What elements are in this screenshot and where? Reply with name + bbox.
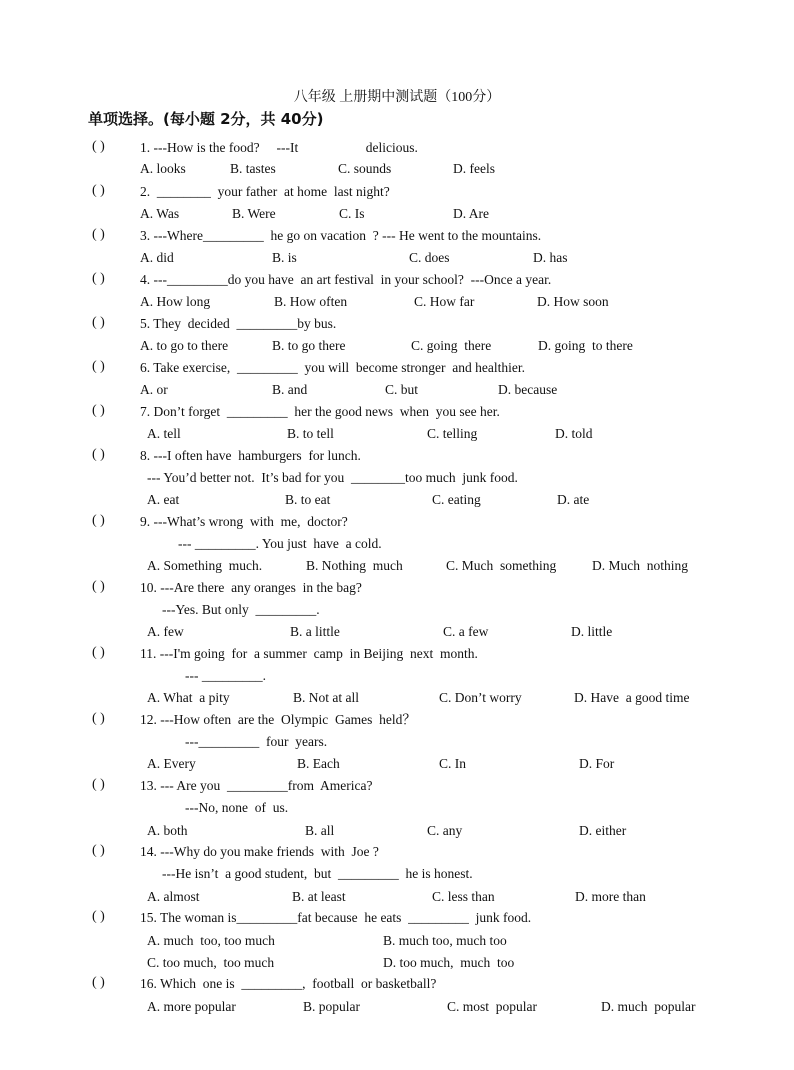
answer-option[interactable]: B. to eat <box>285 492 331 507</box>
answer-option[interactable]: B. Were <box>232 206 276 221</box>
question-stem: 10. ---Are there any oranges in the bag? <box>140 580 362 595</box>
question-stem: 11. ---I'm going for a summer camp in Beijing next month. <box>140 646 478 661</box>
answer-option[interactable]: D. either <box>579 823 627 838</box>
answer-option[interactable]: B. Not at all <box>293 690 359 705</box>
question-stem: 3. ---Where_________ he go on vacation ? --- He went to the mountains. <box>140 228 542 243</box>
answer-option[interactable]: A. to go to there <box>140 338 229 353</box>
answer-option[interactable]: C. telling <box>427 426 478 441</box>
answer-option[interactable]: B. Nothing much <box>306 558 403 573</box>
question-stem: 7. Don’t forget _________ her the good news when you see her. <box>140 404 500 419</box>
answer-option[interactable]: B. a little <box>290 624 340 639</box>
answer-blank[interactable]: ( ) <box>92 403 105 418</box>
answer-blank[interactable]: ( ) <box>92 447 105 462</box>
answer-option[interactable]: D. ate <box>557 492 590 507</box>
answer-option[interactable]: D. How soon <box>537 294 609 309</box>
answer-option[interactable]: B. Each <box>297 756 340 771</box>
answer-option[interactable]: D. too much, much too <box>383 955 515 970</box>
answer-option[interactable]: C. How far <box>414 294 475 309</box>
question-dialogue-line: --- You’d better not. It’s bad for you ________too much junk food. <box>147 470 518 485</box>
answer-option[interactable]: D. told <box>555 426 593 441</box>
answer-option[interactable]: A. more popular <box>147 999 236 1014</box>
question-stem: 14. ---Why do you make friends with Joe ? <box>140 844 379 859</box>
answer-blank[interactable]: ( ) <box>92 909 105 924</box>
answer-option[interactable]: B. and <box>272 382 308 397</box>
answer-option[interactable]: C. eating <box>432 492 481 507</box>
question-stem: 9. ---What’s wrong with me, doctor? <box>140 514 348 529</box>
answer-option[interactable]: A. eat <box>147 492 180 507</box>
question-dialogue-line: ---_________ four years. <box>185 734 328 749</box>
answer-blank[interactable]: ( ) <box>92 513 105 528</box>
answer-option[interactable]: A. both <box>147 823 188 838</box>
answer-option[interactable]: A. tell <box>147 426 181 441</box>
answer-option[interactable]: A. looks <box>140 161 186 176</box>
answer-option[interactable]: B. to go there <box>272 338 346 353</box>
answer-option[interactable]: B. is <box>272 250 297 265</box>
question-stem: 13. --- Are you _________from America? <box>140 778 373 793</box>
answer-option[interactable]: B. popular <box>303 999 360 1014</box>
answer-blank[interactable]: ( ) <box>92 271 105 286</box>
answer-option[interactable]: D. because <box>498 382 558 397</box>
question-dialogue-line: ---Yes. But only _________. <box>162 602 320 617</box>
answer-option[interactable]: B. much too, much too <box>383 933 507 948</box>
answer-blank[interactable]: ( ) <box>92 579 105 594</box>
question-dialogue-line: ---He isn’t a good student, but _________ he is honest. <box>162 866 473 881</box>
answer-option[interactable]: A. or <box>140 382 168 397</box>
answer-option[interactable]: A. What a pity <box>147 690 230 705</box>
answer-blank[interactable]: ( ) <box>92 227 105 242</box>
question-stem: 1. ---How is the food? ---It delicious. <box>140 140 418 155</box>
answer-option[interactable]: B. all <box>305 823 335 838</box>
answer-option[interactable]: C. Is <box>339 206 365 221</box>
question-dialogue-line: ---No, none of us. <box>185 800 289 815</box>
answer-option[interactable]: C. too much, too much <box>147 955 275 970</box>
answer-option[interactable]: B. tastes <box>230 161 276 176</box>
answer-option[interactable]: C. any <box>427 823 463 838</box>
answer-option[interactable]: D. Much nothing <box>592 558 688 573</box>
page-title: 八年级 上册期中测试题（100分） <box>293 90 501 105</box>
answer-option[interactable]: D. feels <box>453 161 495 176</box>
answer-option[interactable]: B. at least <box>292 889 346 904</box>
answer-blank[interactable]: ( ) <box>92 777 105 792</box>
question-stem: 5. They decided _________by bus. <box>140 316 337 331</box>
answer-option[interactable]: A. Was <box>140 206 180 221</box>
answer-option[interactable]: C. most popular <box>447 999 537 1014</box>
question-dialogue-line: --- _________. You just have a cold. <box>178 536 382 551</box>
question-dialogue-line: --- _________. <box>185 668 266 683</box>
answer-option[interactable]: C. Much something <box>446 558 557 573</box>
question-stem: 15. The woman is_________fat because he eats _________ junk food. <box>140 910 532 925</box>
answer-blank[interactable]: ( ) <box>92 843 105 858</box>
answer-option[interactable]: C. less than <box>432 889 495 904</box>
answer-option[interactable]: D. has <box>533 250 568 265</box>
answer-blank[interactable]: ( ) <box>92 645 105 660</box>
answer-option[interactable]: C. In <box>439 756 466 771</box>
answer-option[interactable]: C. Don’t worry <box>439 690 522 705</box>
section-heading: 单项选择。(每小题 2分，共 40分) <box>88 110 324 128</box>
answer-option[interactable]: D. Have a good time <box>574 690 690 705</box>
answer-option[interactable]: D. much popular <box>601 999 696 1014</box>
question-stem: 8. ---I often have hamburgers for lunch. <box>140 448 361 463</box>
answer-blank[interactable]: ( ) <box>92 139 105 154</box>
answer-option[interactable]: B. to tell <box>287 426 334 441</box>
answer-option[interactable]: A. How long <box>140 294 211 309</box>
answer-option[interactable]: A. did <box>140 250 174 265</box>
answer-blank[interactable]: ( ) <box>92 359 105 374</box>
answer-option[interactable]: D. little <box>571 624 613 639</box>
question-stem: 6. Take exercise, _________ you will become stronger and healthier. <box>140 360 525 375</box>
answer-option[interactable]: A. Every <box>147 756 196 771</box>
question-stem: 16. Which one is _________, football or basketball? <box>140 976 437 991</box>
answer-blank[interactable]: ( ) <box>92 183 105 198</box>
answer-option[interactable]: D. more than <box>575 889 646 904</box>
answer-option[interactable]: C. going there <box>411 338 492 353</box>
answer-blank[interactable]: ( ) <box>92 711 105 726</box>
answer-option[interactable]: D. For <box>579 756 615 771</box>
answer-option[interactable]: A. few <box>147 624 184 639</box>
answer-option[interactable]: C. but <box>385 382 419 397</box>
question-stem: 4. ---_________do you have an art festival in your school? ---Once a year. <box>140 272 552 287</box>
question-stem: 2. ________ your father at home last night? <box>140 184 390 199</box>
answer-option[interactable]: D. going to there <box>538 338 633 353</box>
answer-option[interactable]: C. sounds <box>338 161 392 176</box>
answer-option[interactable]: B. How often <box>274 294 348 309</box>
answer-option[interactable]: A. much too, too much <box>147 933 275 948</box>
answer-option[interactable]: C. does <box>409 250 450 265</box>
answer-option[interactable]: D. Are <box>453 206 489 221</box>
question-stem: 12. ---How often are the Olympic Games held？ <box>140 712 416 727</box>
answer-option[interactable]: C. a few <box>443 624 489 639</box>
answer-blank[interactable]: ( ) <box>92 975 105 990</box>
answer-option[interactable]: A. almost <box>147 889 200 904</box>
answer-blank[interactable]: ( ) <box>92 315 105 330</box>
answer-option[interactable]: A. Something much. <box>147 558 263 573</box>
